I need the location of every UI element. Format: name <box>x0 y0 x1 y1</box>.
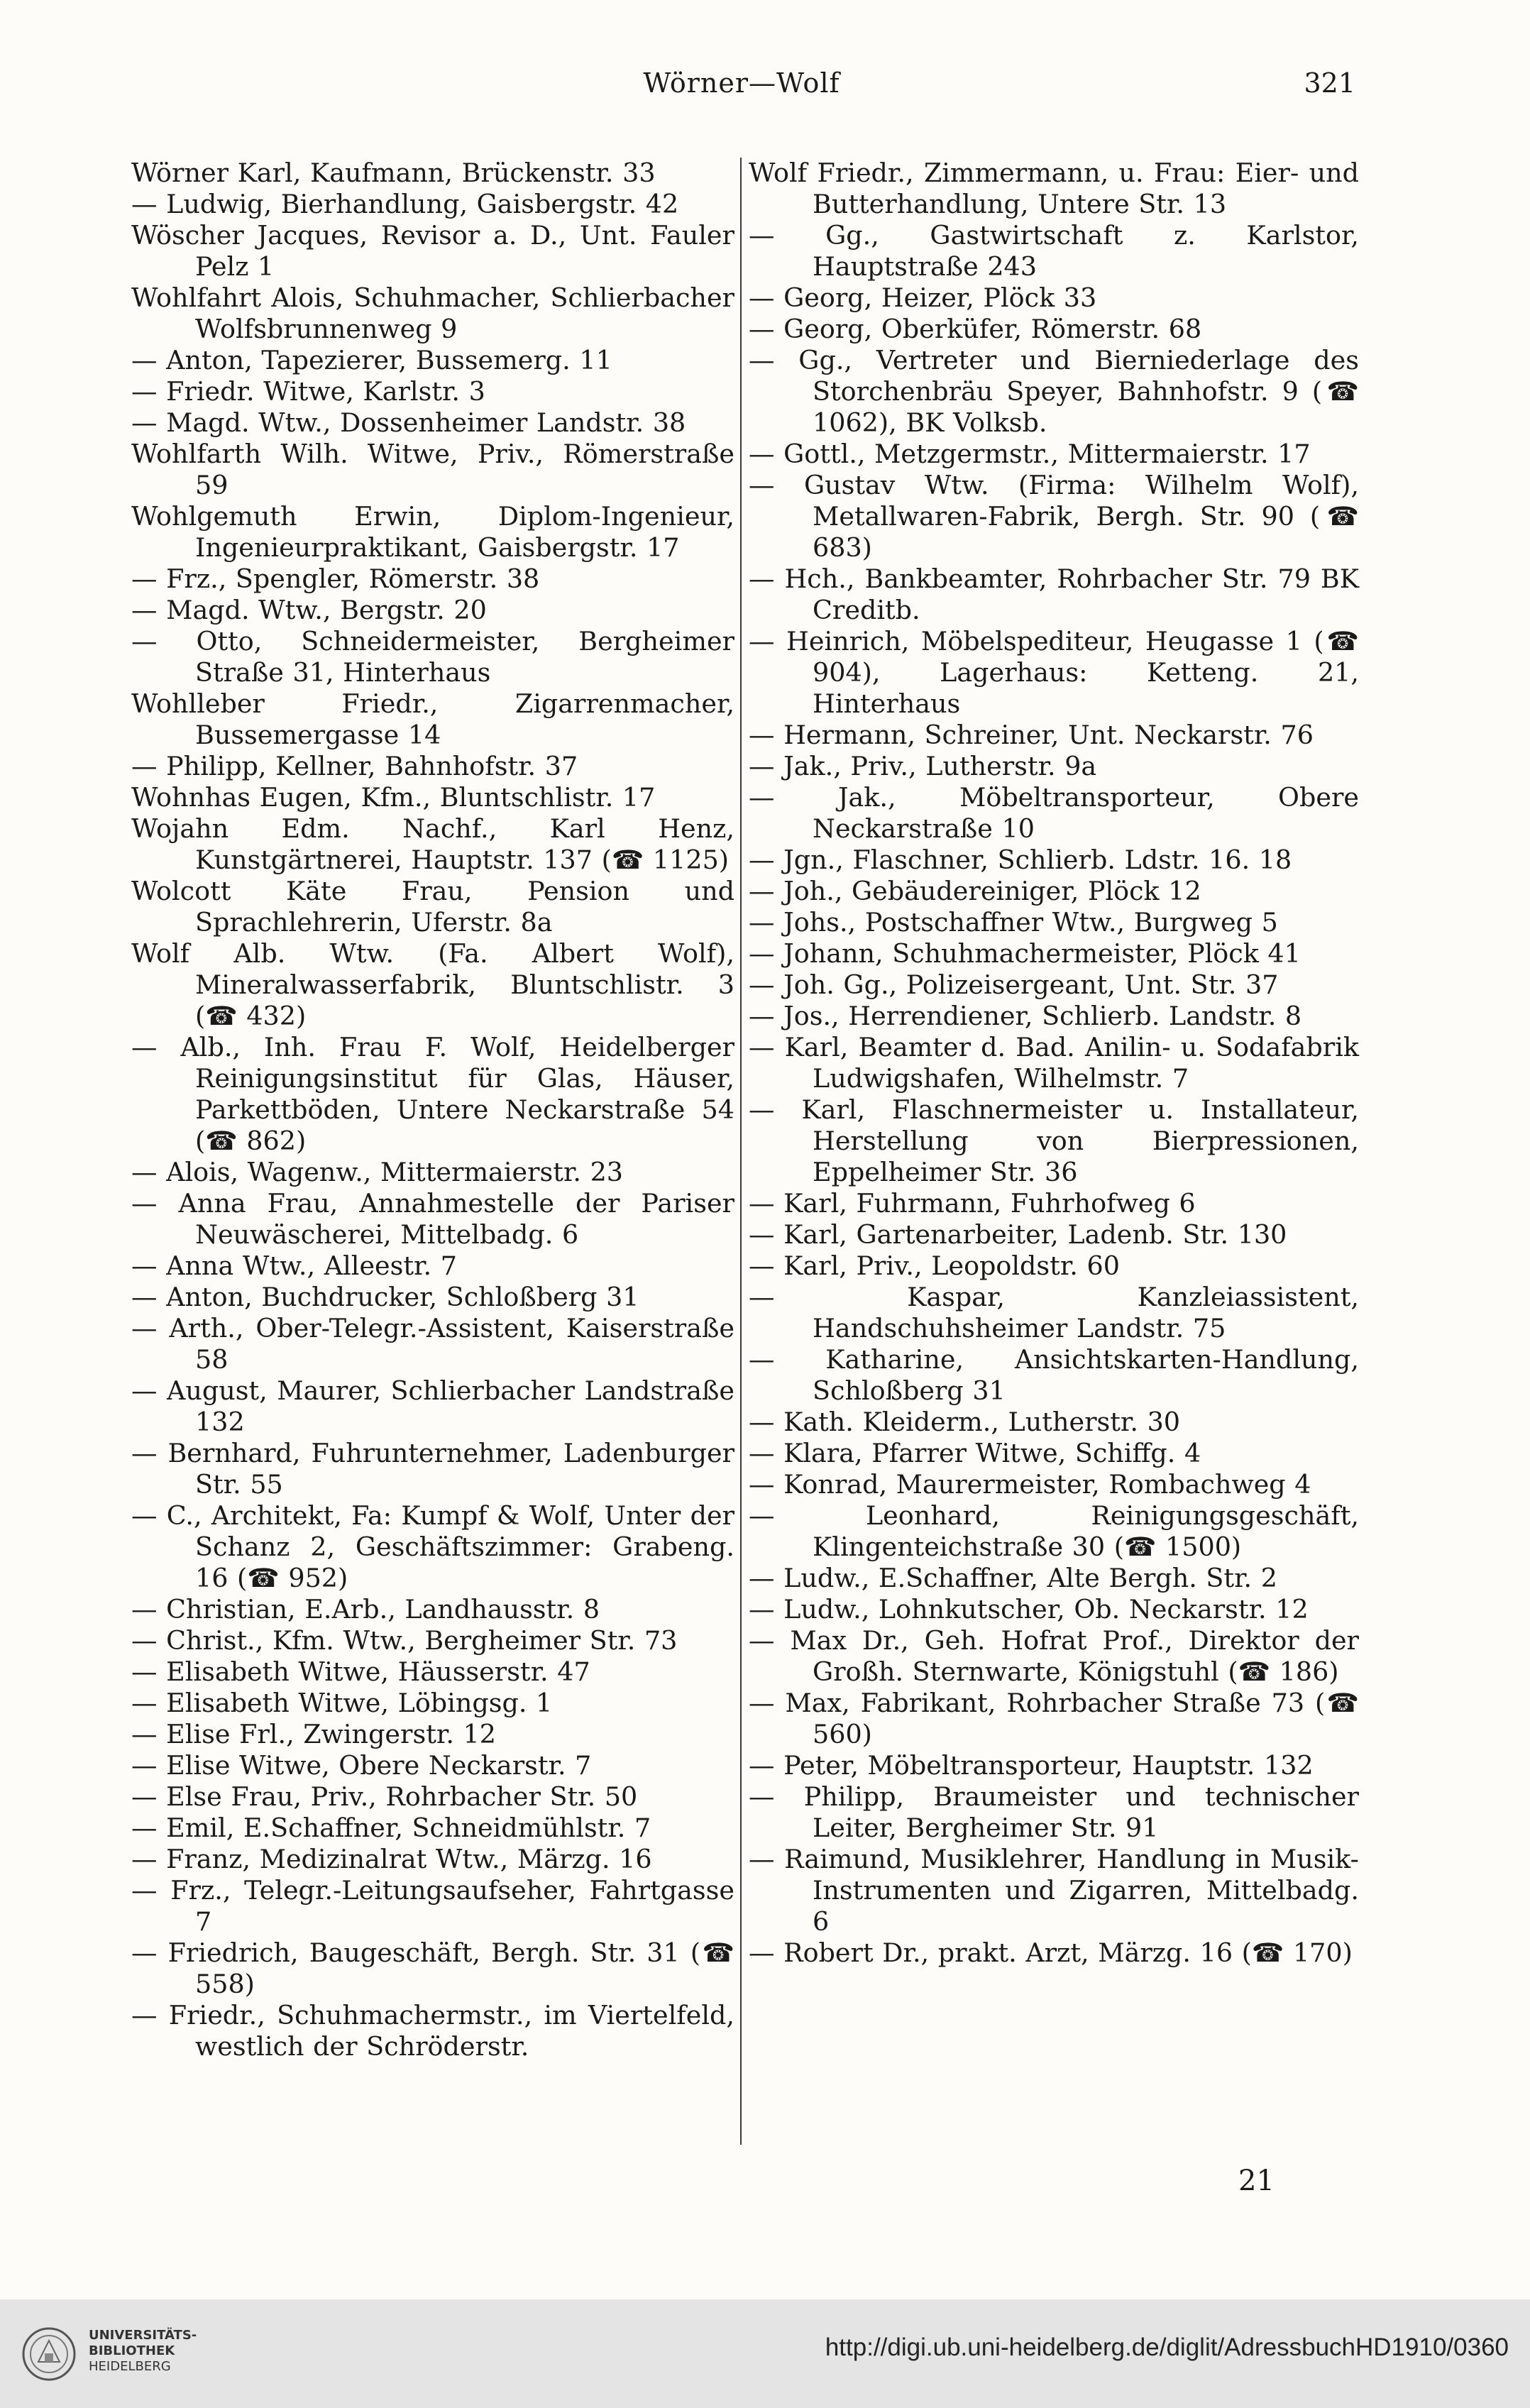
directory-entry: — Max, Fabrikant, Rohrbacher Straße 73 (☎ 560) <box>749 1688 1359 1749</box>
directory-entry: — Gustav Wtw. (Firma: Wilhelm Wolf), Metallwaren-Fabrik, Bergh. Str. 90 (☎ 683) <box>749 470 1359 563</box>
directory-entry: — Raimund, Musiklehrer, Handlung in Musik-Instrumenten und Zigarren, Mittelbadg. 6 <box>749 1844 1359 1937</box>
directory-entry: — Georg, Heizer, Plöck 33 <box>749 282 1097 313</box>
directory-entry: Wohlgemuth Erwin, Diplom-Ingenieur, Ingenieurpraktikant, Gaisbergstr. 17 <box>131 501 734 563</box>
page-title: Wörner—Wolf <box>643 67 840 99</box>
directory-entry: — Anna Frau, Annahmestelle der Pariser Neuwäscherei, Mittelbadg. 6 <box>131 1188 734 1250</box>
directory-entry: — Elise Frl., Zwingerstr. 12 <box>131 1719 496 1749</box>
directory-entry: — Jos., Herrendiener, Schlierb. Landstr. 8 <box>749 1001 1302 1031</box>
directory-entry: — Franz, Medizinalrat Wtw., Märzg. 16 <box>131 1844 652 1874</box>
directory-entry: — Magd. Wtw., Dossenheimer Landstr. 38 <box>131 407 686 438</box>
directory-entry: — Klara, Pfarrer Witwe, Schiffg. 4 <box>749 1438 1201 1468</box>
directory-entry: — Friedr. Witwe, Karlstr. 3 <box>131 376 485 407</box>
logo-line-1: UNIVERSITÄTS- <box>89 2328 197 2343</box>
directory-entry: — Ludwig, Bierhandlung, Gaisbergstr. 42 <box>131 189 679 219</box>
directory-entry: — Karl, Fuhrmann, Fuhrhofweg 6 <box>749 1188 1196 1219</box>
directory-entry: — Joh. Gg., Polizeisergeant, Unt. Str. 37 <box>749 969 1279 1000</box>
library-logo[interactable] <box>21 2321 206 2388</box>
directory-entry: Wohlfahrt Alois, Schuhmacher, Schlierbacher Wolfsbrunnenweg 9 <box>131 282 734 344</box>
directory-entry: — Gottl., Metzgermstr., Mittermaierstr. 17 <box>749 439 1311 469</box>
directory-entry: — Kaspar, Kanzleiassistent, Handschuhsheimer Landstr. 75 <box>749 1282 1359 1343</box>
directory-entry: — Philipp, Kellner, Bahnhofstr. 37 <box>131 751 578 781</box>
directory-entry: — Elise Witwe, Obere Neckarstr. 7 <box>131 1750 592 1781</box>
directory-entry: — Johann, Schuhmachermeister, Plöck 41 <box>749 938 1301 969</box>
right-column <box>749 158 1359 1969</box>
directory-entry: Wohlleber Friedr., Zigarrenmacher, Bussemergasse 14 <box>131 688 734 750</box>
directory-entry: — Bernhard, Fuhrunternehmer, Ladenburger Str. 55 <box>131 1438 734 1500</box>
directory-entry: — Jak., Priv., Lutherstr. 9a <box>749 751 1097 781</box>
directory-entry: — C., Architekt, Fa: Kumpf & Wolf, Unter der Schanz 2, Geschäftszimmer: Grabeng. 16 (☎ 952) <box>131 1500 734 1593</box>
source-url[interactable]: http://digi.ub.uni-heidelberg.de/diglit/AdressbuchHD1910/0360 <box>825 2333 1509 2361</box>
directory-entry: — Ludw., E.Schaffner, Alte Bergh. Str. 2 <box>749 1563 1277 1593</box>
left-column <box>131 158 734 2062</box>
directory-entry: — Frz., Spengler, Römerstr. 38 <box>131 563 540 594</box>
directory-entry: — Jgn., Flaschner, Schlierb. Ldstr. 16. 18 <box>749 845 1292 875</box>
directory-entry: Wohnhas Eugen, Kfm., Bluntschlistr. 17 <box>131 782 656 813</box>
directory-entry: — Alb., Inh. Frau F. Wolf, Heidelberger Reinigungsinstitut für Glas, Häuser, Parkettböden, Untere Neckarstraße 54 (☎ 862) <box>131 1032 734 1156</box>
directory-entry: Wolf Friedr., Zimmermann, u. Frau: Eier- und Butterhandlung, Untere Str. 13 <box>749 158 1359 219</box>
directory-entry: — Elisabeth Witwe, Löbingsg. 1 <box>131 1688 553 1718</box>
column-divider <box>740 158 742 2145</box>
directory-entry: — Kath. Kleiderm., Lutherstr. 30 <box>749 1407 1181 1437</box>
directory-entry: — Alois, Wagenw., Mittermaierstr. 23 <box>131 1157 624 1187</box>
directory-entry: — Johs., Postschaffner Wtw., Burgweg 5 <box>749 907 1278 938</box>
directory-entry: — Peter, Möbeltransporteur, Hauptstr. 132 <box>749 1750 1314 1781</box>
directory-entry: Wolcott Käte Frau, Pension und Sprachlehrerin, Uferstr. 8a <box>131 876 734 938</box>
directory-entry: Wöscher Jacques, Revisor a. D., Unt. Fauler Pelz 1 <box>131 220 734 282</box>
university-seal-icon <box>21 2326 77 2382</box>
directory-entry: — Karl, Priv., Leopoldstr. 60 <box>749 1250 1120 1281</box>
directory-entry: — Elisabeth Witwe, Häusserstr. 47 <box>131 1656 590 1687</box>
directory-entry: — Georg, Oberküfer, Römerstr. 68 <box>749 314 1202 344</box>
directory-entry: — Magd. Wtw., Bergstr. 20 <box>131 595 487 625</box>
directory-entry: — Frz., Telegr.-Leitungsaufseher, Fahrtgasse 7 <box>131 1875 734 1937</box>
directory-entry: — Heinrich, Möbelspediteur, Heugasse 1 (☎ 904), Lagerhaus: Ketteng. 21, Hinterhaus <box>749 626 1359 719</box>
directory-entry: — Karl, Gartenarbeiter, Ladenb. Str. 130 <box>749 1219 1287 1250</box>
logo-line-3: HEIDELBERG <box>89 2359 171 2374</box>
directory-entry: — Christian, E.Arb., Landhausstr. 8 <box>131 1594 600 1624</box>
directory-entry: — Joh., Gebäudereiniger, Plöck 12 <box>749 876 1201 906</box>
directory-entry: — Ludw., Lohnkutscher, Ob. Neckarstr. 12 <box>749 1594 1309 1624</box>
directory-entry: — Philipp, Braumeister und technischer Leiter, Bergheimer Str. 91 <box>749 1781 1359 1843</box>
directory-entry: Wojahn Edm. Nachf., Karl Henz, Kunstgärtnerei, Hauptstr. 137 (☎ 1125) <box>131 813 734 875</box>
directory-entry: — Friedrich, Baugeschäft, Bergh. Str. 31 (☎ 558) <box>131 1937 734 1999</box>
directory-entry: — Katharine, Ansichtskarten-Handlung, Schloßberg 31 <box>749 1344 1359 1406</box>
directory-entry: — Konrad, Maurermeister, Rombachweg 4 <box>749 1469 1311 1500</box>
directory-entry: — Hch., Bankbeamter, Rohrbacher Str. 79 BK Creditb. <box>749 563 1359 625</box>
sheet-number: 21 <box>1238 2165 1275 2197</box>
directory-entry: — Anton, Buchdrucker, Schloßberg 31 <box>131 1282 639 1312</box>
directory-entry: — Karl, Beamter d. Bad. Anilin- u. Sodafabrik Ludwigshafen, Wilhelmstr. 7 <box>749 1032 1359 1094</box>
directory-entry: Wolf Alb. Wtw. (Fa. Albert Wolf), Mineralwasserfabrik, Bluntschlistr. 3 (☎ 432) <box>131 938 734 1031</box>
directory-entry: — Jak., Möbeltransporteur, Obere Neckarstraße 10 <box>749 782 1359 844</box>
page-number: 321 <box>1304 67 1355 99</box>
directory-entry: — Christ., Kfm. Wtw., Bergheimer Str. 73 <box>131 1625 678 1656</box>
directory-entry: — Friedr., Schuhmachermstr., im Viertelfeld, westlich der Schröderstr. <box>131 2000 734 2062</box>
page-header <box>128 67 1355 110</box>
directory-entry: — Anton, Tapezierer, Bussemerg. 11 <box>131 345 612 375</box>
directory-entry: — Anna Wtw., Alleestr. 7 <box>131 1250 457 1281</box>
directory-entry: — Robert Dr., prakt. Arzt, Märzg. 16 (☎ 170) <box>749 1937 1353 1968</box>
directory-entry: Wohlfarth Wilh. Witwe, Priv., Römerstraße 59 <box>131 439 734 500</box>
directory-entry: Wörner Karl, Kaufmann, Brückenstr. 33 <box>131 158 656 188</box>
logo-line-2: BIBLIOTHEK <box>89 2343 175 2358</box>
directory-entry: — Else Frau, Priv., Rohrbacher Str. 50 <box>131 1781 638 1812</box>
directory-entry: — Gg., Vertreter und Bierniederlage des Storchenbräu Speyer, Bahnhofstr. 9 (☎ 1062), BK Volksb. <box>749 345 1359 438</box>
viewer-footer <box>0 2299 1530 2408</box>
directory-entry: — Hermann, Schreiner, Unt. Neckarstr. 76 <box>749 720 1314 750</box>
directory-entry: — Max Dr., Geh. Hofrat Prof., Direktor der Großh. Sternwarte, Königstuhl (☎ 186) <box>749 1625 1359 1687</box>
directory-entry: — Arth., Ober-Telegr.-Assistent, Kaiserstraße 58 <box>131 1313 734 1375</box>
directory-entry: — Gg., Gastwirtschaft z. Karlstor, Hauptstraße 243 <box>749 220 1359 282</box>
directory-entry: — August, Maurer, Schlierbacher Landstraße 132 <box>131 1375 734 1437</box>
directory-entry: — Otto, Schneidermeister, Bergheimer Straße 31, Hinterhaus <box>131 626 734 688</box>
directory-entry: — Karl, Flaschnermeister u. Installateur, Herstellung von Bierpressionen, Eppelheimer Str. 36 <box>749 1094 1359 1187</box>
directory-entry: — Emil, E.Schaffner, Schneidmühlstr. 7 <box>131 1813 651 1843</box>
directory-entry: — Leonhard, Reinigungsgeschäft, Klingenteichstraße 30 (☎ 1500) <box>749 1500 1359 1562</box>
